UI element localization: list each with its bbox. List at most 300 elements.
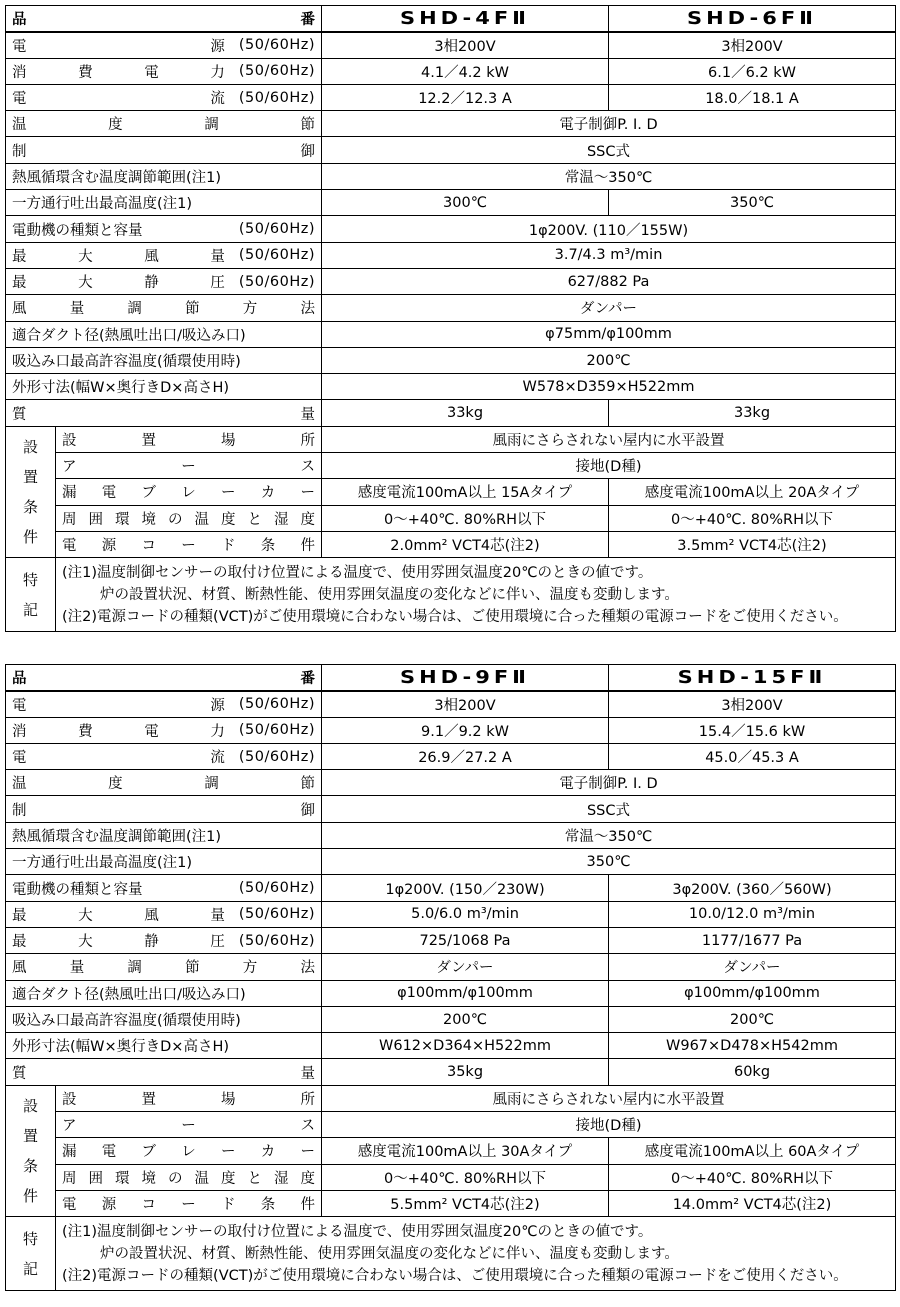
condition-label-char: の: [168, 511, 183, 528]
condition-row: [6, 479, 896, 505]
condition-label-char: ブ: [141, 1144, 156, 1161]
conditions-group-label: [6, 426, 56, 557]
condition-row: [6, 505, 896, 531]
condition-label-char: 電: [62, 1197, 77, 1214]
spec-label: [6, 268, 322, 294]
spec-label-char: 大: [78, 934, 93, 951]
condition-row: [6, 453, 896, 479]
condition-value-model-a: 0～+40℃. 80%RH以下: [322, 1164, 609, 1190]
spec-label-char: 節: [300, 117, 315, 134]
spec-value-model-b: 3φ200V. (360／560W): [609, 875, 896, 901]
spec-value-shared: 3.7/4.3 m³/min: [322, 242, 896, 268]
spec-value-shared: 1φ200V. (110／155W): [322, 216, 896, 242]
spec-value-model-a: 26.9／27.2 A: [322, 743, 609, 769]
header-label-char: 品: [12, 670, 27, 687]
frequency-note: (50/60Hz): [238, 722, 315, 739]
spec-label-char: 制: [12, 802, 27, 819]
condition-row: [6, 1112, 896, 1138]
spec-label: [6, 242, 322, 268]
condition-label: [56, 1190, 322, 1216]
spec-label: [6, 1006, 322, 1032]
spec-row: [6, 242, 896, 268]
spec-label: [6, 347, 322, 373]
condition-label-char: 環: [115, 1170, 130, 1187]
spec-value-model-a: 200℃: [322, 1006, 609, 1032]
model-name: [322, 665, 609, 691]
condition-label-char: ド: [221, 538, 236, 555]
spec-label-char: 温: [12, 776, 27, 793]
note-line: (注2)電源コードの種類(VCT)がご使用環境に合わない場合は、ご使用環境に合った種類の電源コードをご使用ください。: [62, 1267, 848, 1284]
model-name-text: SHD-9FⅡ: [399, 667, 531, 688]
spec-label: [6, 954, 322, 980]
condition-label-char: 周: [62, 1170, 77, 1187]
spec-value-model-a: 300℃: [322, 190, 609, 216]
notes-label: [6, 1217, 56, 1291]
spec-label-text: 吸込み口最高許容温度(循環使用時): [12, 1013, 241, 1029]
condition-row: [6, 1164, 896, 1190]
spec-label-char: 調: [127, 960, 142, 977]
spec-value-shared: 常温～350℃: [322, 822, 896, 848]
condition-label-char: 環: [115, 511, 130, 528]
condition-label-char: 条: [260, 1197, 276, 1214]
spec-label: [6, 111, 322, 137]
conditions-group-label: [6, 1085, 56, 1216]
condition-label-char: 所: [300, 1091, 315, 1108]
condition-label-char: ー: [181, 1197, 196, 1214]
header-label-char: 品: [12, 11, 27, 28]
spec-label-char: 源: [210, 697, 225, 714]
spec-label-char: 温: [12, 117, 27, 134]
spec-value-model-b: 3相200V: [609, 32, 896, 58]
spec-label-char: 流: [210, 750, 225, 767]
condition-label-char: ア: [62, 1118, 77, 1135]
spec-value-model-b: 18.0／18.1 A: [609, 84, 896, 110]
spec-label: [6, 875, 322, 901]
spec-value-shared: 常温～350℃: [322, 163, 896, 189]
spec-value-shared: SSC式: [322, 137, 896, 163]
spec-label-text: 適合ダクト径(熱風吐出口/吸込み口): [12, 327, 246, 344]
condition-label-char: 置: [141, 432, 156, 449]
spec-label-char: 静: [144, 275, 159, 292]
conditions-label-char: 条: [22, 498, 38, 517]
conditions-label-char: 設: [22, 1097, 38, 1116]
spec-row: [6, 321, 896, 347]
model-name-text: SHD-4FⅡ: [399, 8, 531, 29]
notes-label: [6, 558, 56, 632]
spec-row: [6, 1033, 896, 1059]
condition-label-char: 件: [300, 1197, 315, 1214]
condition-label-char: 周: [62, 511, 77, 528]
spec-label-char: 力: [210, 723, 225, 740]
spec-label-char: 量: [210, 907, 225, 924]
spec-row: [6, 374, 896, 400]
spec-value-model-a: 35kg: [322, 1059, 609, 1085]
spec-row: [6, 849, 896, 875]
spec-value-shared: 627/882 Pa: [322, 268, 896, 294]
spec-label: [6, 137, 322, 163]
spec-label: [6, 901, 322, 927]
spec-value-model-a: 12.2／12.3 A: [322, 84, 609, 110]
spec-label-char: 制: [12, 143, 27, 160]
spec-label-char: 電: [144, 64, 159, 81]
condition-value-model-a: 2.0mm² VCT4芯(注2): [322, 531, 609, 557]
header-label-char: 番: [300, 11, 315, 28]
spec-value-model-b: φ100mm/φ100mm: [609, 980, 896, 1006]
spec-value-model-b: ダンパー: [609, 954, 896, 980]
condition-label-char: コ: [141, 1197, 156, 1214]
spec-label: [6, 321, 322, 347]
conditions-label-char: 設: [22, 438, 38, 457]
spec-row: [6, 743, 896, 769]
frequency-note: (50/60Hz): [238, 247, 315, 264]
spec-label: [6, 216, 322, 242]
spec-label: [6, 980, 322, 1006]
condition-label: [56, 453, 322, 479]
spec-label-char: 大: [78, 275, 93, 292]
spec-value-model-a: 4.1／4.2 kW: [322, 58, 609, 84]
spec-label-char: 静: [144, 934, 159, 951]
spec-label-char: 節: [185, 960, 200, 977]
spec-label-text: 外形寸法(幅W×奥行きD×高さH): [12, 1039, 230, 1056]
spec-label: [6, 717, 322, 743]
header-row: [6, 6, 896, 32]
condition-label-char: レ: [181, 1144, 196, 1161]
condition-label-char: ブ: [141, 485, 156, 502]
spec-value-model-b: 33kg: [609, 400, 896, 426]
notes-label-char: 特: [22, 571, 38, 590]
condition-label-char: 源: [101, 1197, 117, 1214]
frequency-note: (50/60Hz): [238, 89, 315, 106]
spec-label-char: 御: [300, 802, 315, 819]
condition-label-char: の: [168, 1170, 183, 1187]
spec-value-model-a: 1φ200V. (150／230W): [322, 875, 609, 901]
spec-label-char: 大: [78, 248, 93, 265]
spec-label-char: 力: [210, 64, 225, 81]
condition-label-char: 温: [194, 1170, 209, 1187]
condition-value-model-b: 0～+40℃. 80%RH以下: [609, 1164, 896, 1190]
spec-row: [6, 400, 896, 426]
condition-label-char: 電: [62, 538, 77, 555]
condition-label-char: 電: [101, 485, 117, 502]
model-name: [609, 665, 896, 691]
spec-row: [6, 84, 896, 110]
spec-row: [6, 901, 896, 927]
spec-label: [6, 927, 322, 953]
condition-label-char: ー: [300, 1144, 315, 1161]
model-name: [609, 6, 896, 32]
condition-label-char: 漏: [62, 1144, 77, 1161]
condition-label-char: 設: [62, 432, 77, 449]
notes-text: [56, 558, 896, 632]
condition-label-char: ー: [221, 1144, 236, 1161]
condition-label-char: ス: [300, 1118, 315, 1135]
notes-label-char: 特: [22, 1230, 38, 1249]
spec-value-shared: SSC式: [322, 796, 896, 822]
condition-label-char: ド: [221, 1197, 236, 1214]
conditions-label-char: 条: [22, 1157, 38, 1176]
spec-row: [6, 216, 896, 242]
spec-label-char: 風: [144, 248, 159, 265]
spec-label-char: 風: [144, 907, 159, 924]
note-line: (注1)温度制御センサーの取付け位置による温度で、使用雰囲気温度20℃のときの値です。: [62, 1223, 653, 1240]
spec-value-model-a: 5.0/6.0 m³/min: [322, 901, 609, 927]
spec-label-char: 最: [12, 907, 27, 924]
condition-label-char: 囲: [88, 511, 103, 528]
spec-label-char: 度: [108, 776, 123, 793]
spec-value-model-a: 33kg: [322, 400, 609, 426]
spec-label-char: 風: [12, 960, 27, 977]
condition-row: [6, 1085, 896, 1111]
condition-value-model-b: 14.0mm² VCT4芯(注2): [609, 1190, 896, 1216]
notes-row: [6, 558, 896, 632]
spec-value-shared: ダンパー: [322, 295, 896, 321]
spec-value-model-b: 350℃: [609, 190, 896, 216]
spec-label-char: 最: [12, 248, 27, 265]
spec-label: [6, 743, 322, 769]
model-name-text: SHD-6FⅡ: [686, 8, 818, 29]
notes-text: [56, 1217, 896, 1291]
condition-label-char: ー: [221, 485, 236, 502]
spec-label-text: 電動機の種類と容量: [12, 881, 143, 898]
spec-label-char: 質: [12, 1065, 27, 1082]
spec-label-char: 流: [210, 91, 225, 108]
condition-row: [6, 531, 896, 557]
spec-label: [6, 295, 322, 321]
spec-label-char: 最: [12, 275, 27, 292]
condition-label-char: と: [247, 1170, 262, 1187]
frequency-note: (50/60Hz): [238, 273, 315, 290]
notes-label-char: 記: [22, 1260, 38, 1279]
condition-label-char: 度: [300, 1170, 315, 1187]
spec-row: [6, 347, 896, 373]
condition-value-model-a: 感度電流100mA以上 15Aタイプ: [322, 479, 609, 505]
condition-label: [56, 479, 322, 505]
spec-value-model-b: 6.1／6.2 kW: [609, 58, 896, 84]
spec-label: [6, 849, 322, 875]
condition-label: [56, 505, 322, 531]
spec-value-model-a: ダンパー: [322, 954, 609, 980]
spec-label: [6, 1033, 322, 1059]
condition-label-char: 源: [101, 538, 117, 555]
condition-label-char: ー: [181, 459, 196, 476]
condition-value-model-a: 感度電流100mA以上 30Aタイプ: [322, 1138, 609, 1164]
condition-row: [6, 426, 896, 452]
spec-label-text: 熱風循環含む温度調節範囲(注1): [12, 828, 222, 845]
condition-label-char: ー: [300, 485, 315, 502]
spec-label: [6, 374, 322, 400]
spec-label-text: 一方通行吐出最高温度(注1): [12, 855, 193, 872]
spec-row: [6, 58, 896, 84]
spec-label-char: 量: [210, 248, 225, 265]
spec-label-char: 法: [300, 301, 315, 318]
spec-label: [6, 400, 322, 426]
spec-label-char: 圧: [210, 275, 225, 292]
spec-value-model-b: 10.0/12.0 m³/min: [609, 901, 896, 927]
conditions-label-char: 置: [22, 468, 38, 487]
condition-label-char: 置: [141, 1091, 156, 1108]
condition-value-shared: 接地(D種): [322, 1112, 896, 1138]
frequency-note: (50/60Hz): [238, 880, 315, 897]
note-line: 炉の設置状況、材質、断熱性能、使用雰囲気温度の変化などに伴い、温度も変動します。: [100, 1245, 679, 1262]
condition-label-char: コ: [141, 538, 156, 555]
spec-label-char: 調: [204, 776, 219, 793]
spec-value-model-a: 9.1／9.2 kW: [322, 717, 609, 743]
condition-label: [56, 426, 322, 452]
header-label: [6, 6, 322, 32]
condition-value-model-a: 0～+40℃. 80%RH以下: [322, 505, 609, 531]
condition-label-char: カ: [260, 485, 276, 502]
notes-label-char: 記: [22, 601, 38, 620]
spec-table-2: [5, 664, 896, 1291]
spec-value-model-b: 200℃: [609, 1006, 896, 1032]
spec-label-char: 節: [185, 301, 200, 318]
spec-label-char: 節: [300, 776, 315, 793]
spec-label-char: 電: [12, 91, 27, 108]
spec-value-shared: 電子制御P. I. D: [322, 770, 896, 796]
condition-label-char: 温: [194, 511, 209, 528]
spec-label: [6, 1059, 322, 1085]
spec-label-char: 電: [12, 38, 27, 55]
spec-label-text: 適合ダクト径(熱風吐出口/吸込み口): [12, 986, 246, 1003]
condition-row: [6, 1190, 896, 1216]
spec-row: [6, 1006, 896, 1032]
condition-value-model-b: 感度電流100mA以上 60Aタイプ: [609, 1138, 896, 1164]
spec-value-shared: W578×D359×H522mm: [322, 374, 896, 400]
spec-label-char: 御: [300, 143, 315, 160]
model-name: [322, 6, 609, 32]
condition-label-char: カ: [260, 1144, 276, 1161]
conditions-label-char: 件: [22, 1187, 38, 1206]
condition-label-char: レ: [181, 485, 196, 502]
spec-value-model-a: 3相200V: [322, 691, 609, 717]
spec-label: [6, 770, 322, 796]
condition-label: [56, 1164, 322, 1190]
header-label-char: 番: [300, 670, 315, 687]
spec-label-char: 電: [12, 750, 27, 767]
spec-row: [6, 796, 896, 822]
spec-label: [6, 163, 322, 189]
spec-value-model-b: 60kg: [609, 1059, 896, 1085]
condition-label-char: 場: [221, 1091, 236, 1108]
condition-value-model-a: 5.5mm² VCT4芯(注2): [322, 1190, 609, 1216]
spec-label-char: 質: [12, 406, 27, 423]
condition-label-char: 場: [221, 432, 236, 449]
spec-label: [6, 796, 322, 822]
spec-label: [6, 58, 322, 84]
spec-label-char: 法: [300, 960, 315, 977]
spec-row: [6, 111, 896, 137]
condition-value-model-b: 感度電流100mA以上 20Aタイプ: [609, 479, 896, 505]
spec-row: [6, 822, 896, 848]
spec-label-char: 圧: [210, 934, 225, 951]
condition-value-shared: 風雨にさらされない屋内に水平設置: [322, 1085, 896, 1111]
spec-label: [6, 84, 322, 110]
spec-label-text: 一方通行吐出最高温度(注1): [12, 196, 193, 213]
spec-value-model-b: W967×D478×H542mm: [609, 1033, 896, 1059]
condition-label-char: ー: [181, 538, 196, 555]
spec-label-char: 費: [78, 723, 93, 740]
condition-label-char: 湿: [274, 1170, 289, 1187]
condition-label-char: ス: [300, 459, 315, 476]
spec-table-1: [5, 5, 896, 632]
frequency-note: (50/60Hz): [238, 906, 315, 923]
condition-label: [56, 531, 322, 557]
spec-value-shared: 200℃: [322, 347, 896, 373]
frequency-note: (50/60Hz): [238, 221, 315, 238]
condition-label-char: ー: [181, 1118, 196, 1135]
frequency-note: (50/60Hz): [238, 37, 315, 54]
spec-label-char: 源: [210, 38, 225, 55]
spec-row: [6, 717, 896, 743]
spec-value-model-b: 1177/1677 Pa: [609, 927, 896, 953]
spec-value-model-a: 725/1068 Pa: [322, 927, 609, 953]
frequency-note: (50/60Hz): [238, 63, 315, 80]
condition-label-char: 度: [221, 511, 236, 528]
spec-row: [6, 163, 896, 189]
spec-row: [6, 954, 896, 980]
condition-label: [56, 1138, 322, 1164]
spec-row: [6, 927, 896, 953]
spec-row: [6, 268, 896, 294]
notes-row: [6, 1217, 896, 1291]
spec-row: [6, 137, 896, 163]
condition-label-char: 度: [300, 511, 315, 528]
condition-label-char: と: [247, 511, 262, 528]
header-label: [6, 665, 322, 691]
condition-label-char: 漏: [62, 485, 77, 502]
spec-label-char: 大: [78, 907, 93, 924]
spec-label-char: 度: [108, 117, 123, 134]
condition-label-char: 条: [260, 538, 276, 555]
spec-label-char: 最: [12, 934, 27, 951]
spec-row: [6, 980, 896, 1006]
condition-label-char: 件: [300, 538, 315, 555]
condition-label-char: 境: [141, 511, 156, 528]
spec-label: [6, 190, 322, 216]
condition-value-shared: 風雨にさらされない屋内に水平設置: [322, 426, 896, 452]
condition-label-char: 湿: [274, 511, 289, 528]
condition-label-char: 所: [300, 432, 315, 449]
spec-label-char: 方: [242, 960, 258, 977]
note-line: 炉の設置状況、材質、断熱性能、使用雰囲気温度の変化などに伴い、温度も変動します。: [100, 586, 679, 603]
spec-label-char: 調: [204, 117, 219, 134]
condition-label-char: 境: [141, 1170, 156, 1187]
spec-label-text: 吸込み口最高許容温度(循環使用時): [12, 354, 241, 370]
condition-label: [56, 1112, 322, 1138]
spec-label-text: 外形寸法(幅W×奥行きD×高さH): [12, 380, 230, 397]
spec-value-shared: 電子制御P. I. D: [322, 111, 896, 137]
spec-label: [6, 822, 322, 848]
condition-value-model-b: 3.5mm² VCT4芯(注2): [609, 531, 896, 557]
spec-label-char: 量: [300, 406, 315, 423]
condition-label-char: 度: [221, 1170, 236, 1187]
spec-value-model-a: 3相200V: [322, 32, 609, 58]
frequency-note: (50/60Hz): [238, 696, 315, 713]
spec-value-model-a: W612×D364×H522mm: [322, 1033, 609, 1059]
spec-label-char: 方: [242, 301, 258, 318]
condition-label-char: 設: [62, 1091, 77, 1108]
conditions-label-char: 置: [22, 1127, 38, 1146]
spec-label-char: 消: [12, 64, 27, 81]
spec-value-shared: φ75mm/φ100mm: [322, 321, 896, 347]
spec-row: [6, 190, 896, 216]
frequency-note: (50/60Hz): [238, 932, 315, 949]
header-row: [6, 665, 896, 691]
spec-row: [6, 875, 896, 901]
condition-label-char: 電: [101, 1144, 117, 1161]
spec-value-shared: 350℃: [322, 849, 896, 875]
spec-label-char: 風: [12, 301, 27, 318]
